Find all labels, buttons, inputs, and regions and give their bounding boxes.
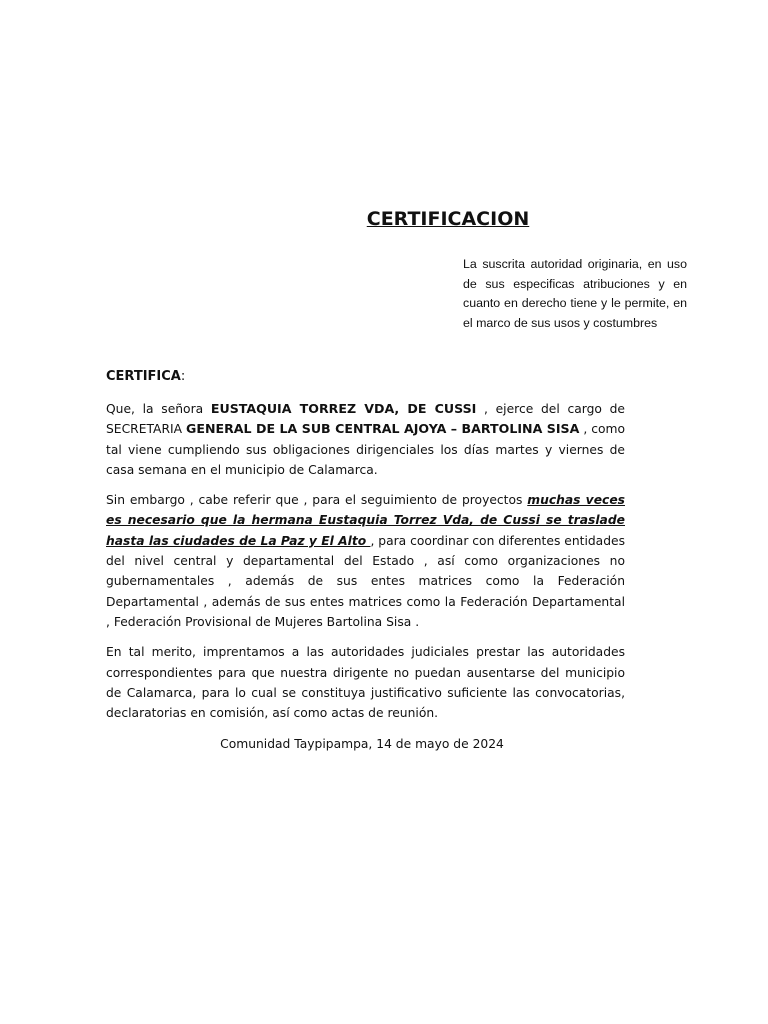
document-title: CERTIFICACION	[366, 208, 530, 230]
paragraph-request: En tal merito, imprentamos a las autoridades judiciales prestar las autoridades correspondientes para que nuestra dirigente no puedan ausentarse del municipio de Calamarca, para lo cual se constituya justificativo suficiente las convocatorias, declaratorias en comisión, así como actas de reunión.	[106, 645, 625, 721]
paragraph-travel	[106, 490, 625, 632]
certifica-heading	[106, 369, 185, 384]
certifica-colon: :	[180, 369, 186, 384]
appointment-cargo: , ejerce del cargo de SECRETARIA	[106, 402, 625, 437]
role-title: GENERAL DE LA SUB CENTRAL AJOYA – BARTOLINA SISA	[186, 421, 580, 437]
travel-intro: Sin embargo , cabe referir que , para el seguimiento de proyectos	[106, 493, 528, 508]
place-date: Comunidad Taypipampa, 14 de mayo de 2024	[220, 737, 504, 751]
paragraph-appointment	[106, 399, 625, 480]
appointment-intro: Que, la señora	[106, 402, 211, 416]
certifica-label: CERTIFICA	[106, 369, 181, 384]
appointment-rest: , como tal viene cumpliendo sus obligaciones dirigenciales los días martes y viernes de casa semana en el municipio de Calamarca.	[106, 422, 626, 477]
person-name: EUSTAQUIA TORREZ VDA, DE CUSSI	[210, 401, 477, 416]
travel-rest: , para coordinar con diferentes entidades del nivel central y departamental del Estado , así como organizaciones no gubernamentales , además de sus entes matrices como la Federación Departamental , además de sus entes matrices como la Federación Departamental , Federación Provisional de Mujeres Bartolina Sisa .	[106, 533, 625, 629]
travel-emphasis: muchas veces es necesario que la hermana Eustaquia Torrez Vda, de Cussi se traslade hasta las ciudades de La Paz y El Alto	[106, 493, 625, 548]
preamble-text: La suscrita autoridad originaria, en uso de sus especificas atribuciones y en cuanto en derecho tiene y le permite, en el marco de sus usos y costumbres	[463, 257, 687, 330]
document-body	[106, 399, 625, 733]
